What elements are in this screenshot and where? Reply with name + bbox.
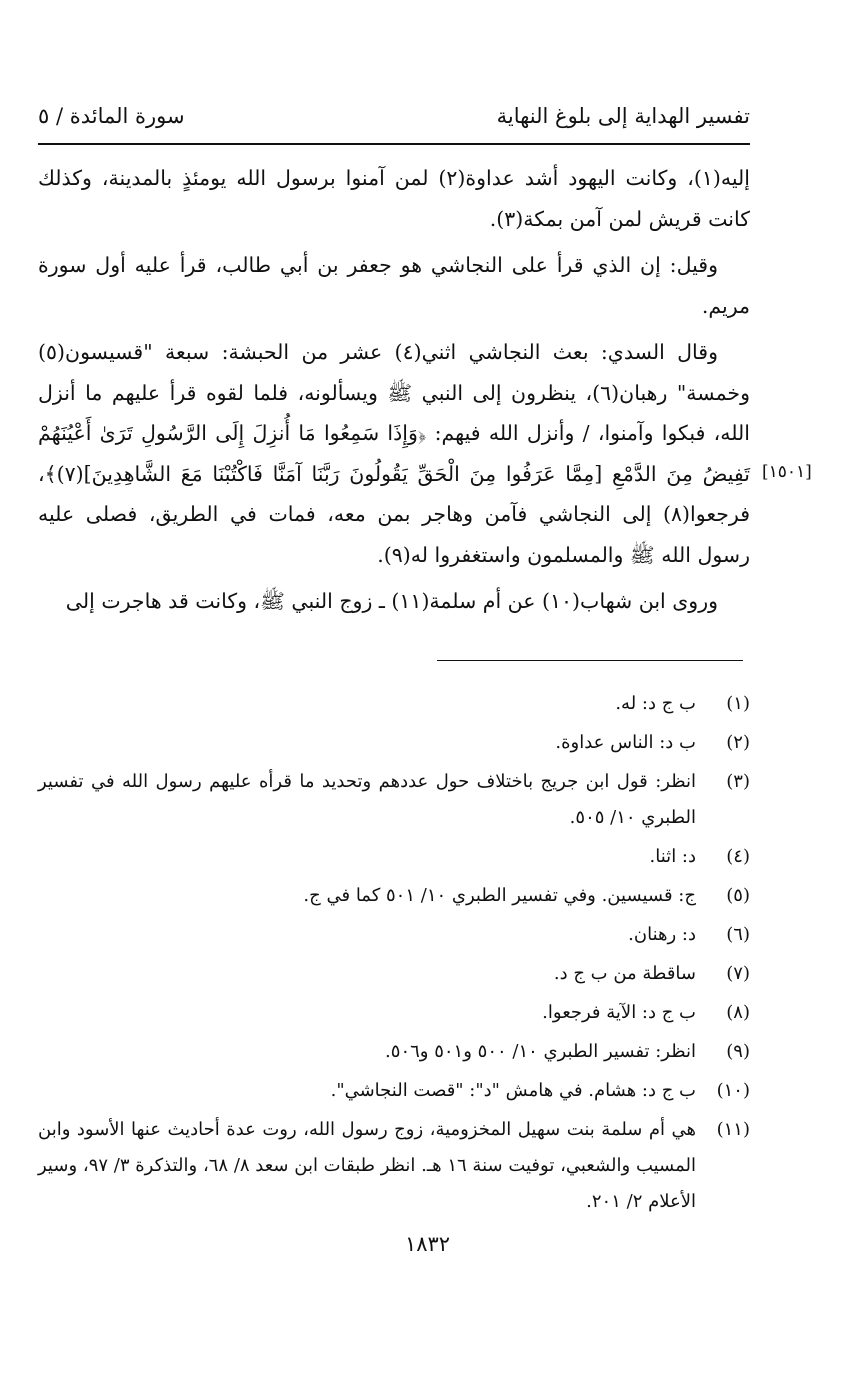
footnote-number: (٨) [726,1002,750,1023]
footnote-number: (٥) [726,885,750,906]
footnote [38,1112,750,1220]
paragraph: وروى ابن شهاب(١٠) عن أم سلمة(١١) ـ زوج النبي ﷺ، وكانت قد هاجرت إلى [65,589,718,613]
footnote-text: ج: قسيسين. وفي تفسير الطبري ١٠/ ٥٠١ كما في ج. [303,885,696,906]
footnote [38,764,750,836]
footnote-number: (١٠) [716,1080,750,1101]
running-head [38,96,750,136]
footnote [38,686,750,722]
footnote-separator [437,660,743,661]
footnote [38,995,750,1031]
footnote-text: ب ج د: له. [615,693,696,714]
footnote-text: انظر: قول ابن جريج باختلاف حول عددهم وتحديد ما قرأه عليهم رسول الله في تفسير الطبري ١٠/ ٥٠٥. [38,771,696,828]
manuscript-folio-marker: [١٥٠١] [762,462,812,482]
footnote-text: ساقطة من ب ج د. [553,963,696,984]
footnote [38,878,750,914]
surah-reference: سورة المائدة / ٥ [38,104,185,128]
footnote-text: د: اثنا. [649,846,696,867]
footnote [38,839,750,875]
main-text [38,158,750,622]
footnote-number: (٩) [726,1041,750,1062]
paragraph: إليه(١)، وكانت اليهود أشد عداوة(٢) لمن آمنوا برسول الله يومئذٍ بالمدينة، وكذلك كانت قريش لمن آمن بمكة(٣). [38,166,750,231]
footnote [38,725,750,761]
footnote-number: (٤) [726,846,750,867]
footnote-number: (١) [726,693,750,714]
footnote [38,1034,750,1070]
footnote-number: (٧) [726,963,750,984]
footnote-text: انظر: تفسير الطبري ١٠/ ٥٠٠ و٥٠١ و٥٠٦. [385,1041,696,1062]
footnote [38,917,750,953]
footnote-text: د: رهنان. [628,924,696,945]
footnote-number: (١١) [716,1119,750,1140]
footnotes [38,686,750,1223]
page-number: ١٨٣٢ [404,1232,451,1256]
footnote-text: ب ج د: الآية فرجعوا. [542,1002,696,1023]
paragraph: وقال السدي: بعث النجاشي اثني(٤) عشر من الحبشة: سبعة "قسيسون(٥) وخمسة" رهبان(٦)، ينظرون إلى النبي ﷺ ويسألونه، فلما لقوه قرأ عليهم ما أنزل الله، فبكوا وآمنوا، / وأنزل الله فيهم: ﴿وَإِذَا سَمِعُوا مَا أُنزِلَ إِلَى الرَّسُولِ تَرَىٰ أَعْيُنَهُمْ تَفِيضُ مِنَ الدَّمْعِ [مِمَّا عَرَفُوا مِنَ الْحَقِّ يَقُولُونَ رَبَّنَا آمَنَّا فَاكْتُبْنَا مَعَ الشَّاهِدِينَ](٧)﴾، فرجعوا(٨) إلى النجاشي فآمن وهاجر بمن معه، فمات في الطريق، فصلى عليه رسول الله ﷺ والمسلمون واستغفروا له(٩). [38,340,750,567]
footnote-number: (٦) [726,924,750,945]
footnote [38,956,750,992]
header-rule [38,143,750,145]
footnote [38,1073,750,1109]
footnote-number: (٢) [726,732,750,753]
paragraph: وقيل: إن الذي قرأ على النجاشي هو جعفر بن أبي طالب، قرأ عليه أول سورة مريم. [38,253,750,318]
footnote-number: (٣) [726,771,750,792]
footnote-text: ب د: الناس عداوة. [555,732,696,753]
book-title: تفسير الهداية إلى بلوغ النهاية [496,104,750,128]
footnote-text: هي أم سلمة بنت سهيل المخزومية، زوج رسول الله، روت عدة أحاديث عنها الأسود وابن المسيب والشعبي، توفيت سنة ١٦ هـ. انظر طبقات ابن سعد ٨/ ٦٨، والتذكرة ٣/ ٩٧، وسير الأعلام ٢/ ٢٠١. [38,1119,697,1212]
footnote-text: ب ج د: هشام. في هامش "د": "قصت النجاشي". [330,1080,696,1101]
